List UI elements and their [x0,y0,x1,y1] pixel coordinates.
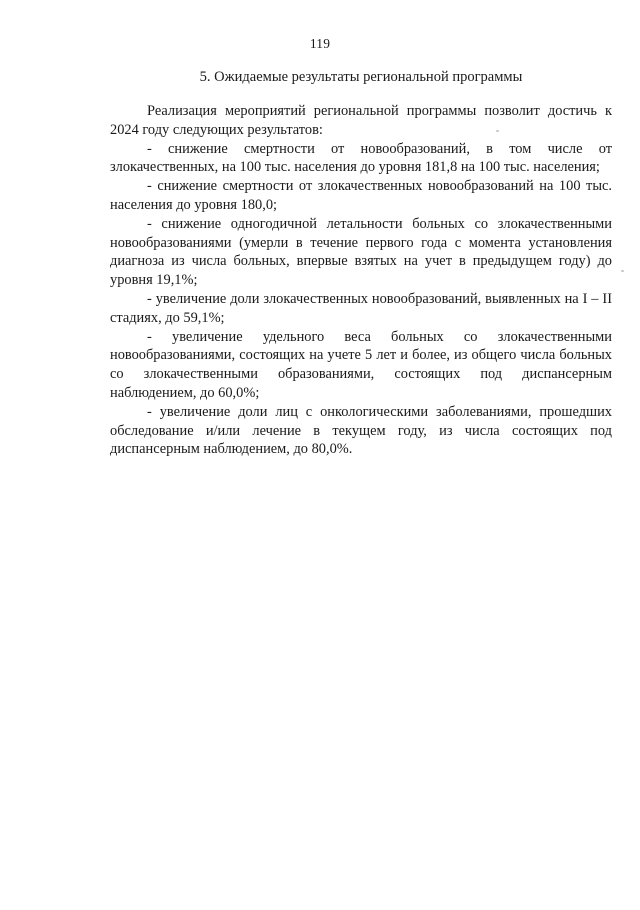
list-item-five-year-registry: - увеличение удельного веса больных со злокачественными новообразованиями, состоящих на учете 5 лет и более, из общего числа больных со злокачественными образованиями, состоящих под диспансерным наблюдением, до 60,0%; [110,328,612,401]
list-item-examination-share: - увеличение доли лиц с онкологическими заболеваниями, прошедших обследование и/или лечение в текущем году, из числа состоящих под диспансерным наблюдением, до 80,0%. [110,403,612,458]
list-item-mortality-malignant: - снижение смертности от злокачественных новообразований на 100 тыс. населения до уровня 180,0; [110,178,612,213]
scan-speck [496,130,499,132]
document-body [110,102,612,459]
list-item-one-year-lethality: - снижение одногодичной летальности больных со злокачественными новообразованиями (умерли в течение первого года с момента установления диагноза из числа больных, впервые взятых на учет в предыдущем году) до уровня 19,1%; [110,215,612,289]
scan-speck [621,270,624,272]
page-number: 119 [309,36,331,51]
section-heading: 5. Ожидаемые результаты региональной программы [199,69,523,85]
list-item-mortality-neoplasms: - снижение смертности от новообразований, в том числе от злокачественных, на 100 тыс. населения до уровня 181,8 на 100 тыс. населения; [110,140,612,176]
list-item-early-detection: - увеличение доли злокачественных новообразований, выявленных на I – II стадиях, до 59,1%; [110,290,612,326]
intro-paragraph: Реализация мероприятий региональной программы позволит достичь к 2024 году следующих результатов: [110,103,612,138]
